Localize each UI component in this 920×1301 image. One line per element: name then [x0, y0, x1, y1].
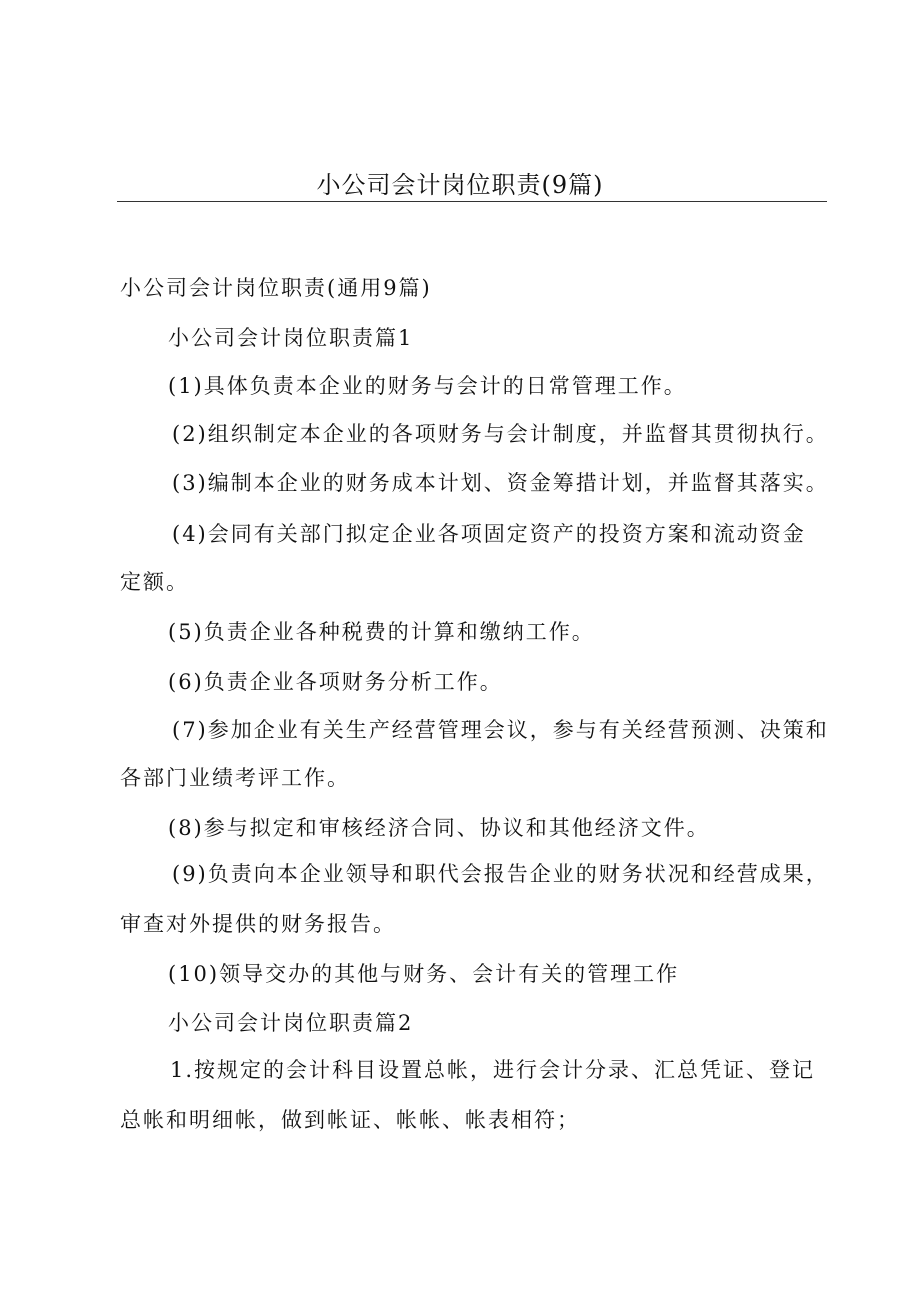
duty-item-4-continued: 定额。	[120, 570, 189, 594]
section-2-heading: 小公司会计岗位职责篇2	[168, 1011, 414, 1035]
duty-item-6: (6)负责企业各项财务分析工作。	[168, 670, 503, 694]
duty-item-5: (5)负责企业各种税费的计算和缴纳工作。	[168, 620, 595, 644]
duty-item-7-continued: 各部门业绩考评工作。	[120, 766, 350, 790]
duty-item-3: (3)编制本企业的财务成本计划、资金筹措计划，并监督其落实。	[172, 471, 829, 495]
section-2-item-1: 1.按规定的会计科目设置总帐，进行会计分录、汇总凭证、登记	[170, 1058, 816, 1082]
document-subtitle: 小公司会计岗位职责(通用9篇)	[120, 276, 432, 300]
duty-item-9-continued: 审查对外提供的财务报告。	[120, 912, 396, 936]
duty-item-2: (2)组织制定本企业的各项财务与会计制度，并监督其贯彻执行。	[172, 422, 829, 446]
duty-item-7: (7)参加企业有关生产经营管理会议，参与有关经营预测、决策和	[172, 718, 829, 742]
duty-item-9: (9)负责向本企业领导和职代会报告企业的财务状况和经营成果，	[172, 862, 829, 886]
duty-item-10: (10)领导交办的其他与财务、会计有关的管理工作	[168, 962, 680, 986]
document-title: 小公司会计岗位职责(9篇)	[316, 171, 604, 199]
section-2-item-1-continued: 总帐和明细帐，做到帐证、帐帐、帐表相符；	[120, 1108, 580, 1132]
section-1-heading: 小公司会计岗位职责篇1	[168, 326, 414, 350]
duty-item-4: (4)会同有关部门拟定企业各项固定资产的投资方案和流动资金	[172, 522, 806, 546]
duty-item-1: (1)具体负责本企业的财务与会计的日常管理工作。	[168, 374, 687, 398]
duty-item-8: (8)参与拟定和审核经济合同、协议和其他经济文件。	[168, 816, 710, 840]
title-underline	[117, 201, 827, 202]
